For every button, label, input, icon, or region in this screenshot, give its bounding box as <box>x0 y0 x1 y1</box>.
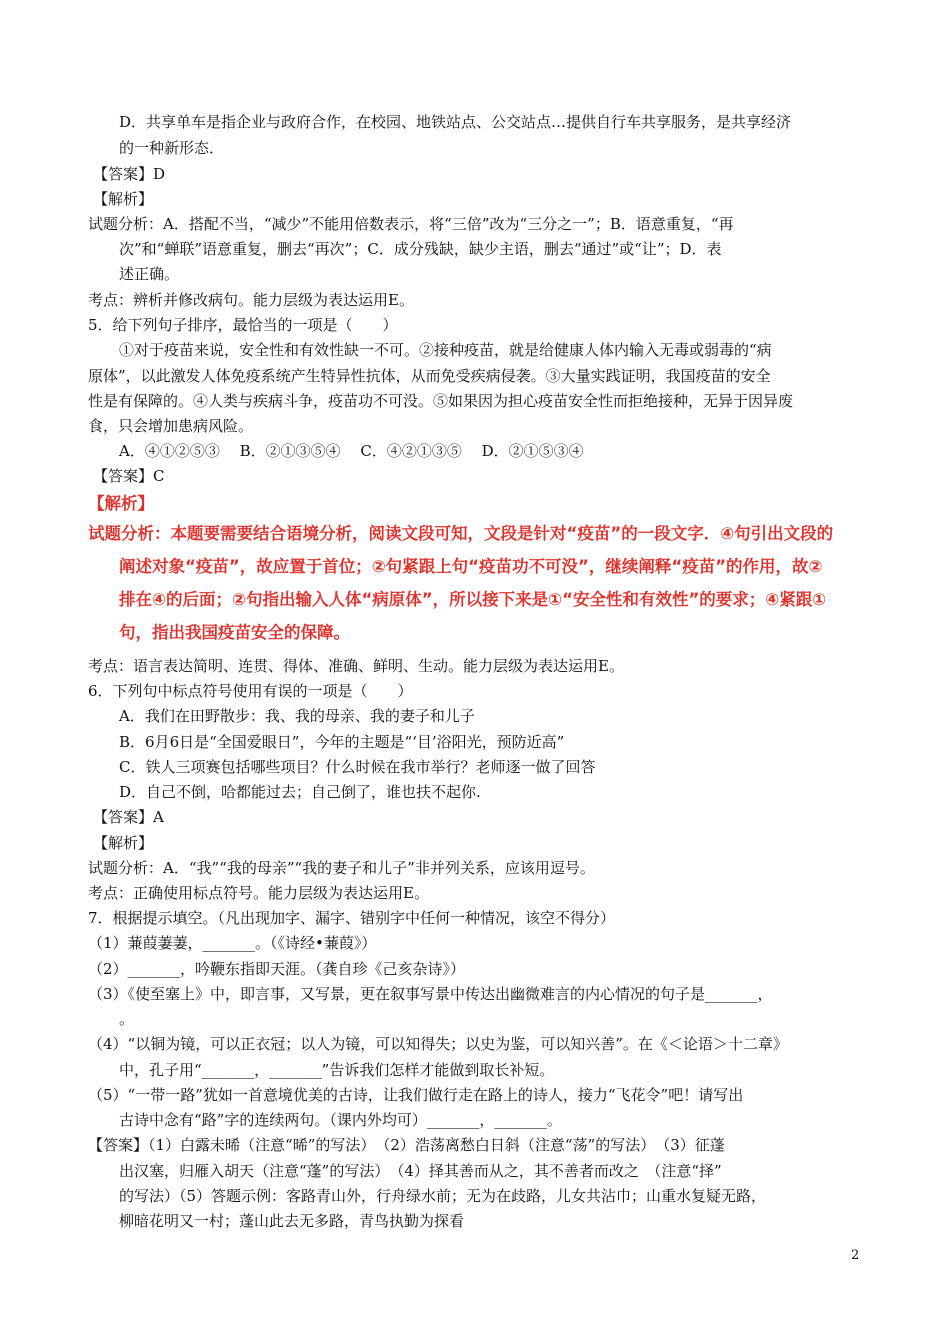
text-line: 6．下列句中标点符号使用有误的一项是（ ） <box>88 682 413 700</box>
text-line: （4）“以铜为镜，可以正衣冠；以人为镜，可以知得失；以史为鉴，可以知兴善”。在《＜论语＞十二章》 <box>88 1035 788 1053</box>
text-line: ①对于疫苗来说，安全性和有效性缺一不可。②接种疫苗，就是给健康人体内输入无毒或弱毒的“病 <box>119 341 772 359</box>
highlighted-text-line: 句，指出我国疫苗安全的保障。 <box>119 623 350 642</box>
text-line: B．6月6日是“全国爱眼日”，今年的主题是“‘目’浴阳光，预防近高” <box>119 733 565 751</box>
text-line: 5．给下列句子排序，最恰当的一项是（ ） <box>88 316 398 334</box>
text-line: 中，孔子用“_______，_______”告诉我们怎样才能做到取长补短。 <box>119 1061 555 1079</box>
text-line: （5）“一带一路”犹如一首意境优美的古诗，让我们做行走在路上的诗人，接力“飞花令”吧！请写出 <box>88 1086 744 1104</box>
text-line: D．共享单车是指企业与政府合作，在校园、地铁站点、公交站点…提供自行车共享服务，是共享经济 <box>119 113 792 131</box>
text-line: 柳暗花明又一村；蓬山此去无多路，青鸟执勤为探看 <box>119 1212 465 1230</box>
text-line: 试题分析：A．“我”“我的母亲”“我的妻子和儿子”非并列关系，应该用逗号。 <box>88 859 595 877</box>
text-line: 性是有保障的。④人类与疾病斗争，疫苗功不可没。⑤如果因为担心疫苗安全性而拒绝接种，无异于因异废 <box>88 392 794 410</box>
text-line: 【答案】A <box>93 808 164 826</box>
text-line: A．④①②⑤③ B．②①③⑤④ C．④②①③⑤ D．②①⑤③④ <box>119 442 584 460</box>
text-line: （2）_______，吟鞭东指即天涯。（龚自珍《己亥杂诗》） <box>88 960 466 978</box>
highlighted-text-line: 阐述对象“疫苗”，故应置于首位；②句紧跟上句“疫苗功不可没”，继续阐释“疫苗”的作用，故② <box>119 557 823 576</box>
page-number: 2 <box>851 1248 860 1263</box>
text-line: A．我们在田野散步：我、我的母亲、我的妻子和儿子 <box>119 707 475 725</box>
text-line: D．自己不倒，哈都能过去；自己倒了，谁也扶不起你. <box>119 783 481 801</box>
text-line: 。 <box>119 1010 135 1028</box>
text-line: 考点：正确使用标点符号。能力层级为表达运用E。 <box>88 884 429 902</box>
text-line: 的一种新形态． <box>119 139 225 157</box>
text-line: （3）《使至塞上》中，即言事，又写景，更在叙事写景中传达出幽微难言的内心情况的句子是_______， <box>88 985 773 1003</box>
text-line: 的写法）（5）答题示例：客路青山外，行舟绿水前；无为在歧路，儿女共沾巾；山重水复疑无路， <box>119 1187 767 1205</box>
text-line: 7．根据提示填空。（凡出现加字、漏字、错别字中任何一种情况，该空不得分） <box>88 909 616 927</box>
text-line: 原体”，以此激发人体免疫系统产生特异性抗体，从而免受疾病侵袭。③大量实践证明，我国疫苗的安全 <box>88 367 771 385</box>
text-line: 【答案】C <box>93 467 165 485</box>
text-line: C．铁人三项赛包括哪些项目？什么时候在我市举行？老师逐一做了回答 <box>119 758 596 776</box>
text-line: 【解析】 <box>93 190 154 208</box>
text-line: 古诗中念有“路”字的连续两句。（课内外均可）_______，_______。 <box>119 1111 562 1129</box>
text-line: 出汉塞，归雁入胡天（注意“蓬”的写法） （4）择其善而从之，其不善者而改之 （注意“择” <box>119 1162 722 1180</box>
highlighted-text-line: 排在④的后面；②句指出输入人体“病原体”，所以接下来是①“安全性和有效性”的要求；④紧跟① <box>119 590 827 609</box>
highlighted-text-line: 【解析】 <box>88 494 154 513</box>
text-line: 考点：语言表达简明、连贯、得体、准确、鲜明、生动。能力层级为表达运用E。 <box>88 657 624 675</box>
text-line: 次”和“蝉联”语意重复，删去“再次”；C．成分残缺，缺少主语，删去“通过”或“让”；D．表 <box>119 240 722 258</box>
text-line: 【答案】D <box>93 165 166 183</box>
text-line: 【答案】（1）白露未晞（注意“晞”的写法） （2）浩荡离愁白日斜（注意“荡”的写法） （3）征蓬 <box>88 1136 725 1154</box>
text-line: 试题分析：A．搭配不当，“减少”不能用倍数表示，将“三倍”改为“三分之一”；B．语意重复，“再 <box>88 215 734 233</box>
text-line: 述正确。 <box>119 265 180 283</box>
text-line: 【解析】 <box>93 834 154 852</box>
highlighted-text-line: 试题分析：本题要需要结合语境分析，阅读文段可知，文段是针对“疫苗”的一段文字．④句引出文段的 <box>88 524 834 543</box>
text-line: 考点：辨析并修改病句。能力层级为表达运用E。 <box>88 291 414 309</box>
text-line: （1）蒹葭萋萋，_______。（《诗经•蒹葭》） <box>88 934 377 952</box>
text-line: 食，只会增加患病风险。 <box>88 417 254 435</box>
